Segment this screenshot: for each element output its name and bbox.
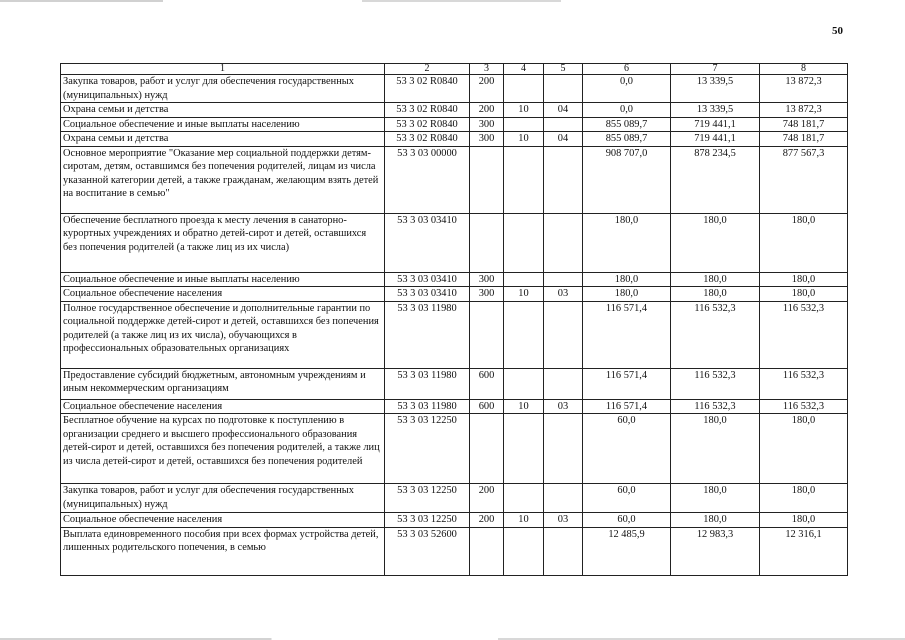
amount-col7-cell: 180,0	[671, 513, 760, 528]
column-header: 2	[385, 64, 470, 75]
expense-type-cell: 300	[470, 132, 504, 147]
expense-type-cell	[470, 414, 504, 484]
row-name-cell: Закупка товаров, работ и услуг для обеспечения государственных (муниципальных) нужд	[61, 75, 385, 103]
amount-col6-cell: 0,0	[583, 103, 671, 118]
amount-col8-cell: 748 181,7	[760, 117, 848, 132]
section-cell	[504, 213, 544, 272]
subsection-cell	[544, 75, 583, 103]
amount-col8-cell: 116 532,3	[760, 301, 848, 368]
target-code-cell: 53 3 03 03410	[385, 287, 470, 302]
target-code-cell: 53 3 02 R0840	[385, 75, 470, 103]
target-code-cell: 53 3 03 11980	[385, 399, 470, 414]
amount-col6-cell: 60,0	[583, 484, 671, 513]
scan-edge-top	[0, 0, 905, 2]
table-row	[61, 272, 848, 287]
section-cell: 10	[504, 103, 544, 118]
expense-type-cell	[470, 213, 504, 272]
subsection-cell	[544, 527, 583, 575]
amount-col7-cell: 180,0	[671, 414, 760, 484]
amount-col8-cell: 180,0	[760, 414, 848, 484]
expense-type-cell: 300	[470, 117, 504, 132]
section-cell	[504, 484, 544, 513]
table-row	[61, 414, 848, 484]
amount-col7-cell: 116 532,3	[671, 399, 760, 414]
row-name-cell: Социальное обеспечение населения	[61, 513, 385, 528]
amount-col7-cell: 13 339,5	[671, 75, 760, 103]
amount-col8-cell: 13 872,3	[760, 75, 848, 103]
table-row	[61, 103, 848, 118]
table-row	[61, 484, 848, 513]
amount-col8-cell: 180,0	[760, 513, 848, 528]
row-name-cell: Охрана семьи и детства	[61, 132, 385, 147]
amount-col8-cell: 12 316,1	[760, 527, 848, 575]
section-cell	[504, 414, 544, 484]
section-cell	[504, 75, 544, 103]
row-name-cell: Полное государственное обеспечение и дополнительные гарантии по социальной поддержке детей-сирот и детей, оставшихся без попечения родителей (а также лиц из их числа), обучающихся в профессиональных образовательных организациях	[61, 301, 385, 368]
row-name-cell: Основное мероприятие "Оказание мер социальной поддержки детям-сиротам, детям, оставшимся без попечения родителей, лицам из числа указанной категории детей, а также гражданам, желающим взять детей на воспитание в семью"	[61, 146, 385, 213]
section-cell: 10	[504, 513, 544, 528]
amount-col6-cell: 116 571,4	[583, 399, 671, 414]
section-cell	[504, 301, 544, 368]
page-number: 50	[832, 25, 843, 37]
row-name-cell: Выплата единовременного пособия при всех формах устройства детей, лишенных родительского попечения, в семью	[61, 527, 385, 575]
amount-col6-cell: 12 485,9	[583, 527, 671, 575]
amount-col7-cell: 878 234,5	[671, 146, 760, 213]
row-name-cell: Бесплатное обучение на курсах по подготовке к поступлению в организации среднего и высшего профессионального образования детей-сирот и детей, оставшихся без попечения родителей, а также лиц из числа детей-сирот и детей, оставшихся без попечения родителей	[61, 414, 385, 484]
table-row	[61, 213, 848, 272]
target-code-cell: 53 3 03 03410	[385, 213, 470, 272]
subsection-cell	[544, 146, 583, 213]
section-cell	[504, 117, 544, 132]
section-cell	[504, 368, 544, 399]
section-cell: 10	[504, 132, 544, 147]
amount-col8-cell: 877 567,3	[760, 146, 848, 213]
row-name-cell: Обеспечение бесплатного проезда к месту лечения в санаторно-курортных учреждениях и обратно детей-сирот и детей, оставшихся без попечения родителей (а также лиц из их числа)	[61, 213, 385, 272]
row-name-cell: Социальное обеспечение и иные выплаты населению	[61, 117, 385, 132]
subsection-cell	[544, 414, 583, 484]
amount-col6-cell: 180,0	[583, 213, 671, 272]
column-header: 3	[470, 64, 504, 75]
amount-col8-cell: 116 532,3	[760, 368, 848, 399]
target-code-cell: 53 3 02 R0840	[385, 117, 470, 132]
subsection-cell	[544, 117, 583, 132]
amount-col7-cell: 180,0	[671, 484, 760, 513]
row-name-cell: Социальное обеспечение и иные выплаты населению	[61, 272, 385, 287]
amount-col6-cell: 855 089,7	[583, 117, 671, 132]
amount-col7-cell: 116 532,3	[671, 368, 760, 399]
row-name-cell: Социальное обеспечение населения	[61, 287, 385, 302]
amount-col6-cell: 180,0	[583, 272, 671, 287]
target-code-cell: 53 3 02 R0840	[385, 103, 470, 118]
section-cell	[504, 527, 544, 575]
section-cell	[504, 272, 544, 287]
amount-col6-cell: 116 571,4	[583, 368, 671, 399]
table-row	[61, 527, 848, 575]
expense-type-cell: 300	[470, 272, 504, 287]
subsection-cell	[544, 484, 583, 513]
amount-col6-cell: 116 571,4	[583, 301, 671, 368]
target-code-cell: 53 3 03 11980	[385, 301, 470, 368]
target-code-cell: 53 3 03 11980	[385, 368, 470, 399]
expense-type-cell: 300	[470, 287, 504, 302]
expense-type-cell: 200	[470, 513, 504, 528]
subsection-cell: 03	[544, 399, 583, 414]
amount-col8-cell: 180,0	[760, 287, 848, 302]
table-row	[61, 301, 848, 368]
amount-col6-cell: 855 089,7	[583, 132, 671, 147]
amount-col7-cell: 180,0	[671, 213, 760, 272]
expense-type-cell: 200	[470, 484, 504, 513]
amount-col7-cell: 719 441,1	[671, 117, 760, 132]
amount-col6-cell: 60,0	[583, 414, 671, 484]
target-code-cell: 53 3 03 12250	[385, 484, 470, 513]
column-header: 7	[671, 64, 760, 75]
amount-col7-cell: 180,0	[671, 287, 760, 302]
amount-col8-cell: 180,0	[760, 484, 848, 513]
expense-type-cell: 600	[470, 399, 504, 414]
table-row	[61, 399, 848, 414]
table-row	[61, 287, 848, 302]
subsection-cell	[544, 301, 583, 368]
expense-type-cell	[470, 146, 504, 213]
target-code-cell: 53 3 02 R0840	[385, 132, 470, 147]
row-name-cell: Закупка товаров, работ и услуг для обеспечения государственных (муниципальных) нужд	[61, 484, 385, 513]
subsection-cell	[544, 213, 583, 272]
amount-col7-cell: 13 339,5	[671, 103, 760, 118]
table-row	[61, 75, 848, 103]
column-header: 8	[760, 64, 848, 75]
expense-type-cell: 600	[470, 368, 504, 399]
table-row	[61, 146, 848, 213]
column-header: 4	[504, 64, 544, 75]
target-code-cell: 53 3 03 52600	[385, 527, 470, 575]
subsection-cell: 03	[544, 287, 583, 302]
amount-col7-cell: 719 441,1	[671, 132, 760, 147]
amount-col6-cell: 908 707,0	[583, 146, 671, 213]
expense-type-cell: 200	[470, 103, 504, 118]
amount-col7-cell: 180,0	[671, 272, 760, 287]
amount-col8-cell: 180,0	[760, 272, 848, 287]
amount-col6-cell: 0,0	[583, 75, 671, 103]
target-code-cell: 53 3 03 03410	[385, 272, 470, 287]
subsection-cell: 03	[544, 513, 583, 528]
amount-col6-cell: 180,0	[583, 287, 671, 302]
row-name-cell: Социальное обеспечение населения	[61, 399, 385, 414]
table-row	[61, 117, 848, 132]
amount-col8-cell: 116 532,3	[760, 399, 848, 414]
column-header: 5	[544, 64, 583, 75]
table-row	[61, 513, 848, 528]
amount-col8-cell: 180,0	[760, 213, 848, 272]
row-name-cell: Предоставление субсидий бюджетным, автономным учреждениям и иным некоммерческим организациям	[61, 368, 385, 399]
amount-col7-cell: 116 532,3	[671, 301, 760, 368]
section-cell	[504, 146, 544, 213]
column-header: 1	[61, 64, 385, 75]
target-code-cell: 53 3 03 12250	[385, 513, 470, 528]
amount-col6-cell: 60,0	[583, 513, 671, 528]
amount-col7-cell: 12 983,3	[671, 527, 760, 575]
subsection-cell: 04	[544, 132, 583, 147]
subsection-cell	[544, 272, 583, 287]
expense-type-cell: 200	[470, 75, 504, 103]
target-code-cell: 53 3 03 00000	[385, 146, 470, 213]
expense-type-cell	[470, 527, 504, 575]
amount-col8-cell: 748 181,7	[760, 132, 848, 147]
column-number-row	[61, 64, 848, 75]
target-code-cell: 53 3 03 12250	[385, 414, 470, 484]
subsection-cell	[544, 368, 583, 399]
table-row	[61, 368, 848, 399]
section-cell: 10	[504, 287, 544, 302]
amount-col8-cell: 13 872,3	[760, 103, 848, 118]
column-header: 6	[583, 64, 671, 75]
section-cell: 10	[504, 399, 544, 414]
table-row	[61, 132, 848, 147]
expense-type-cell	[470, 301, 504, 368]
subsection-cell: 04	[544, 103, 583, 118]
row-name-cell: Охрана семьи и детства	[61, 103, 385, 118]
budget-table	[60, 63, 848, 576]
